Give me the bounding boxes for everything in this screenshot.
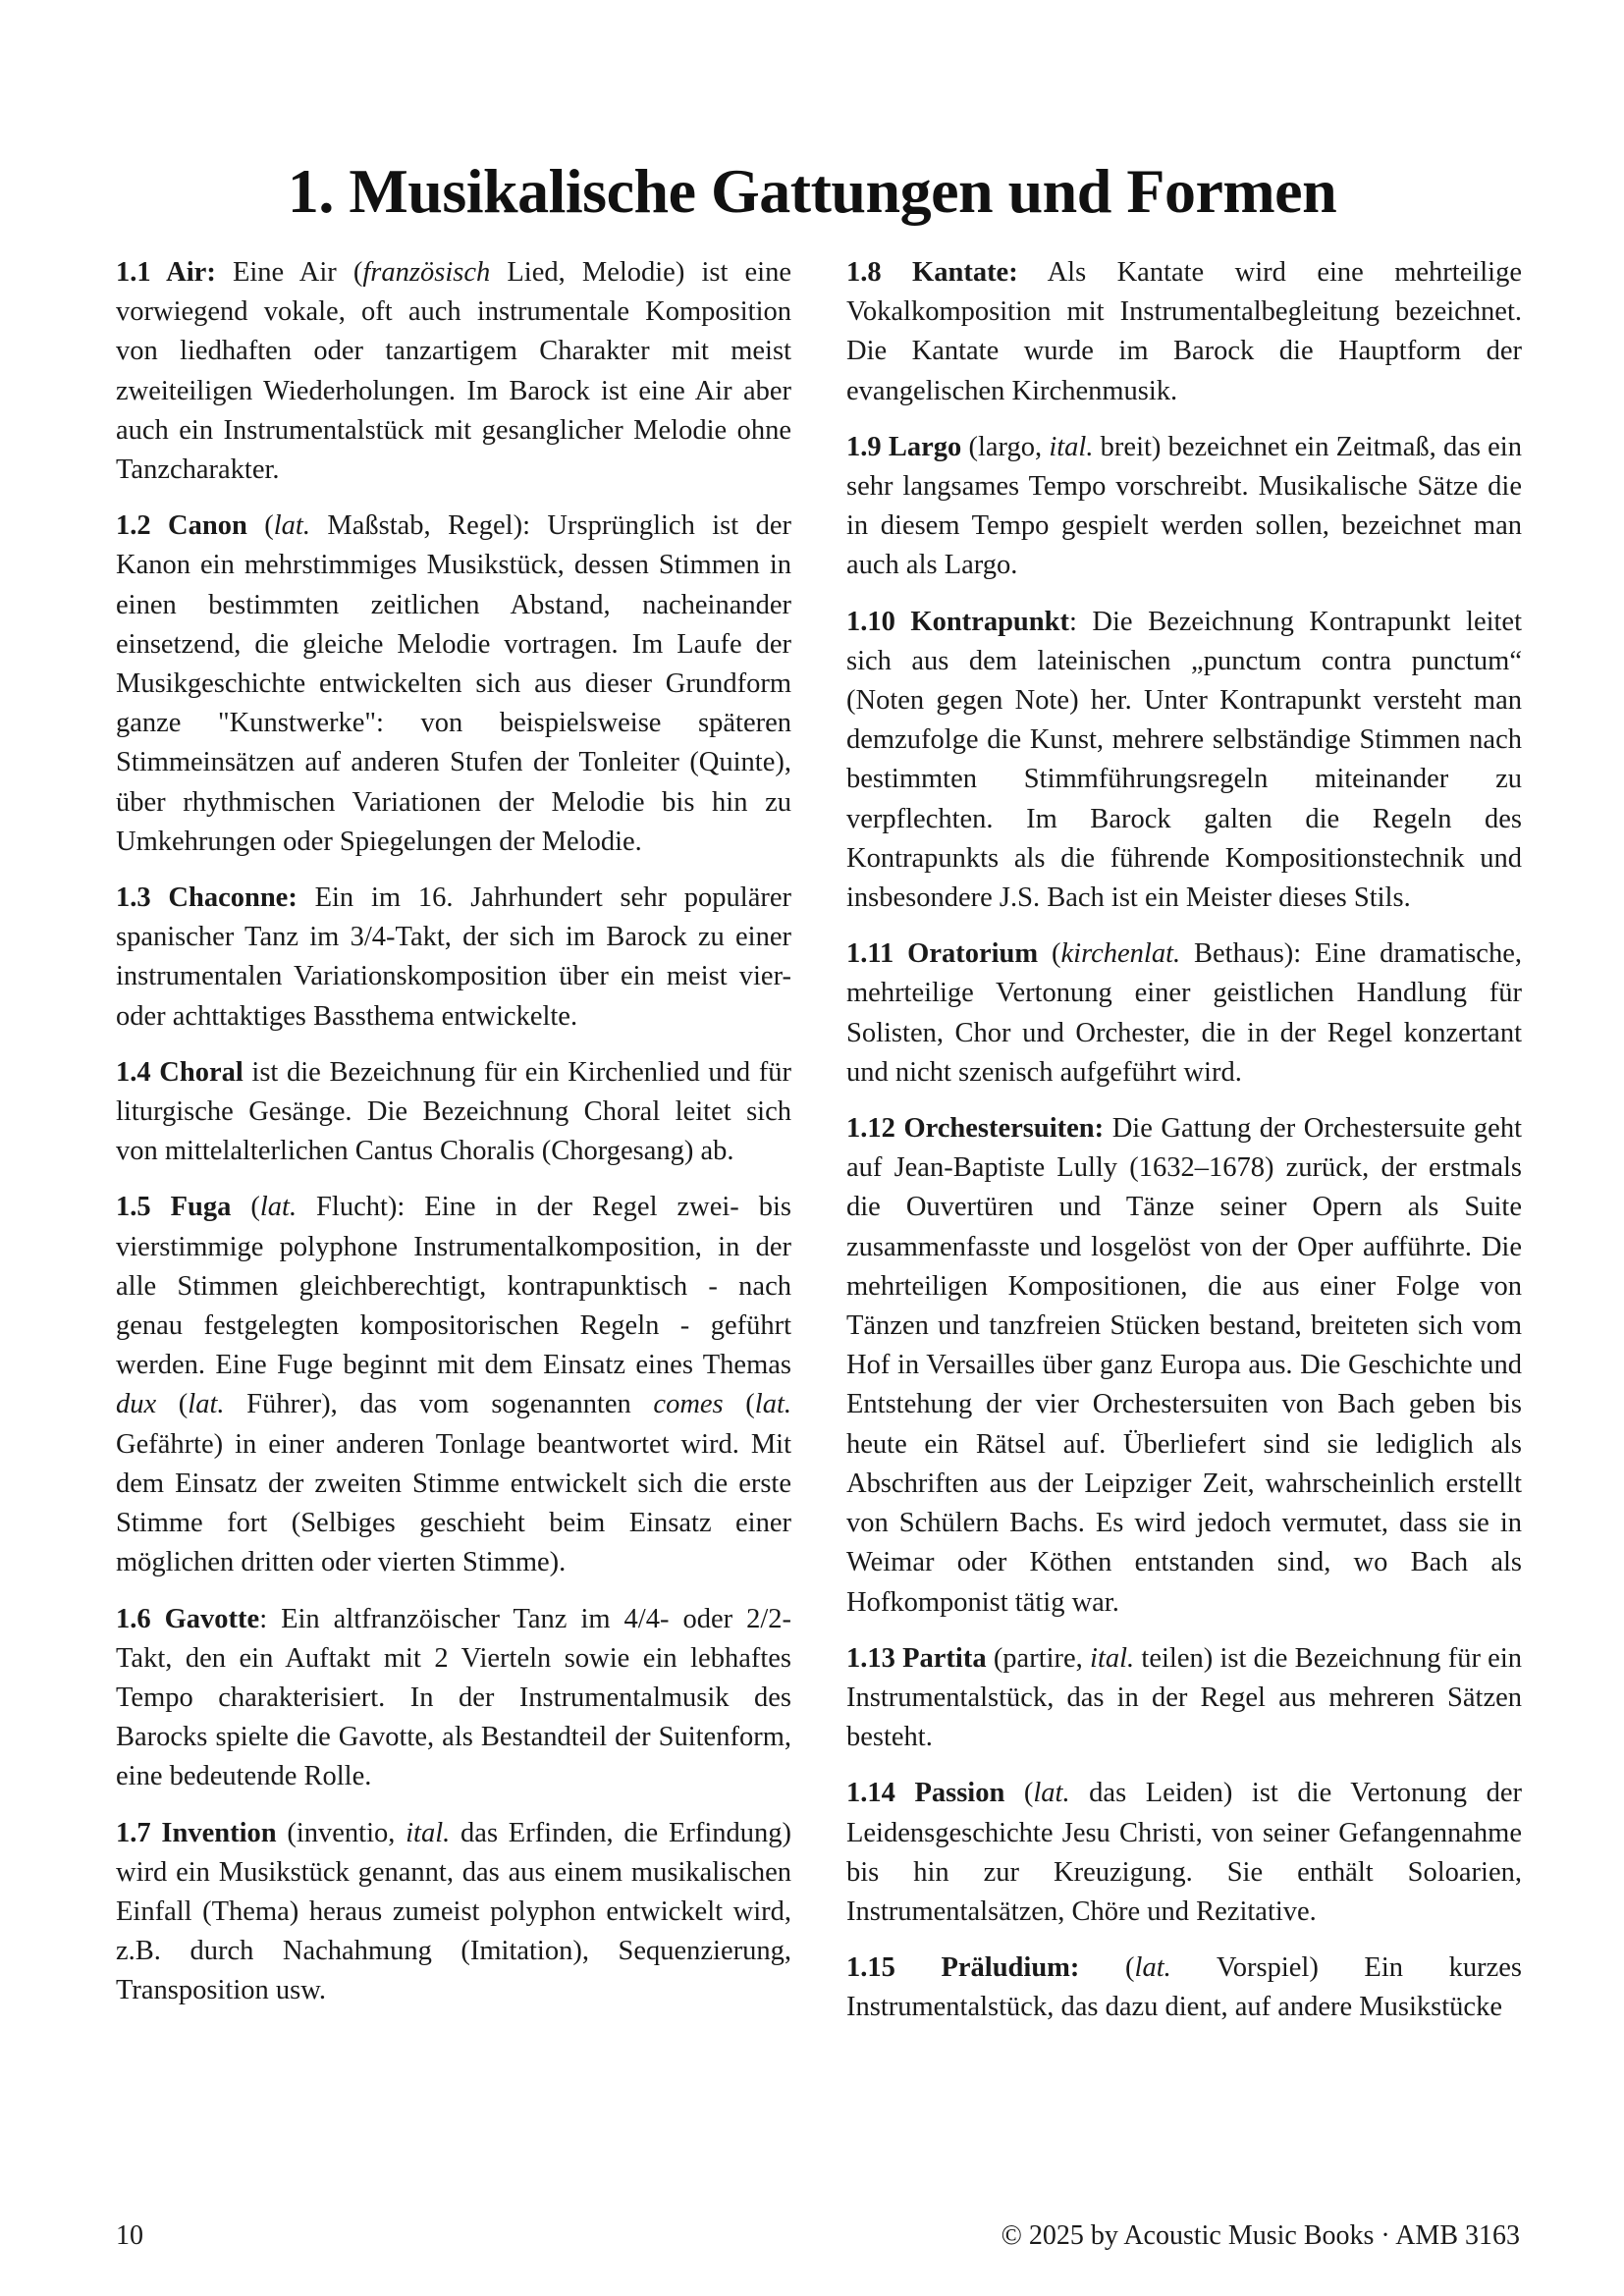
entry-gavotte: [116, 1600, 791, 1797]
entry-text: : Die Bezeichnung Kontrapunkt leitet sich aus dem lateinischen „punctum contra punctum“ (Noten gegen Note) her. Unter Kontrapunkt versteht man demzufolge die Kunst, mehrere selbständige Stimmen nach bestimmten Stimmführungsregeln miteinander zu verpflechten. Im Barock galten die Regeln des Kontrapunkts als die führende Kompositionstechnik und insbesondere J.S. Bach ist ein Meister dieses Stils.: [846, 606, 1522, 914]
italic-text: lat.: [273, 510, 310, 542]
entry-term: 1.9 Largo: [846, 431, 962, 462]
entry-kontrapunkt: [846, 603, 1522, 919]
entry-term: 1.10 Kontrapunkt: [846, 606, 1069, 637]
left-column: [116, 253, 791, 2028]
italic-text: lat.: [259, 1192, 298, 1223]
entry-term: 1.1 Air:: [116, 257, 216, 288]
italic-text: lat.: [1134, 1952, 1171, 1984]
entry-term: 1.8 Kantate:: [846, 257, 1018, 288]
entry-term: 1.15 Präludium:: [846, 1952, 1080, 1984]
italic-text: dux: [116, 1389, 157, 1420]
entry-text: Eine Air (: [215, 257, 363, 288]
entry-term: 1.14 Passion: [846, 1778, 1005, 1809]
entry-partita: [846, 1639, 1522, 1758]
italic-text: lat.: [1033, 1778, 1070, 1809]
right-column: [846, 253, 1522, 2045]
entry-praeludium: [846, 1949, 1522, 2027]
entry-term: 1.5 Fuga: [116, 1192, 232, 1223]
entry-text: (: [1038, 938, 1061, 970]
entry-text: Ein im 16. Jahrhundert sehr populärer spanischer Tanz im 3/4-Takt, der sich im Barock zu einer instrumentalen Variationskomposition über ein meist vier- oder achttaktiges Bassthema entwickelte.: [116, 882, 791, 1032]
entry-text: teilen) ist die Bezeichnung für ein Instrumentalstück, das in der Regel aus mehreren Sätzen besteht.: [846, 1642, 1522, 1753]
entry-chaconne: [116, 879, 791, 1037]
entry-text: Als Kantate wird eine mehrteilige Vokalkomposition mit Instrumentalbegleitung bezeichnet. Die Kantate wurde im Barock die Hauptform der evangelischen Kirchenmusik.: [846, 257, 1523, 406]
entry-term: 1.3 Chaconne:: [116, 882, 298, 914]
entry-oratorium: [846, 934, 1522, 1093]
entry-largo: [846, 428, 1522, 586]
entry-text: (: [246, 510, 274, 542]
italic-text: lat.: [188, 1389, 225, 1420]
italic-text: französisch: [362, 257, 491, 288]
entry-text: das Leiden) ist die Vertonung der Leidensgeschichte Jesu Christi, von seiner Gefangennahme bis hin zur Kreuzigung. Sie enthält Soloarien, Instrumentalsätzen, Chöre und Rezitative.: [846, 1778, 1522, 1927]
italic-text: ital.: [1049, 431, 1094, 462]
entry-air: [116, 253, 791, 490]
copyright-notice: © 2025 by Acoustic Music Books · AMB 3163: [1001, 2220, 1520, 2251]
entry-text: das Erfinden, die Erfindung) wird ein Musikstück genannt, das aus einem musikalischen Einfall (Thema) heraus zumeist polyphon entwickelt wird, z.B. durch Nachahmung (Imitation), Sequenzierung, Transposition usw.: [116, 1817, 791, 2006]
entry-text: Maßstab, Regel): Ursprünglich ist der Kanon ein mehrstimmiges Musikstück, dessen Stimmen in einen bestimmten zeitlichen Abstand, nacheinander einsetzend, die gleiche Melodie vortragen. Im Laufe der Musikgeschichte entwickelten sich aus dieser Grundform ganze "Kunstwerke": von beispielsweise späteren Stimmeinsätzen auf anderen Stufen der Tonleiter (Quinte), über rhythmischen Variationen der Melodie bis hin zu Umkehrungen oder Spiegelungen der Melodie.: [116, 510, 791, 857]
entry-text: Vorspiel) Ein kurzes Instrumentalstück, das dazu dient, auf andere Musikstücke: [846, 1952, 1522, 2023]
italic-text: ital.: [406, 1817, 451, 1848]
entry-term: 1.6 Gavotte: [116, 1603, 260, 1634]
page-number: 10: [116, 2220, 143, 2251]
entry-text: (: [231, 1192, 260, 1223]
entry-fuga: [116, 1188, 791, 1582]
italic-text: lat.: [754, 1389, 792, 1420]
entry-text: ist die Bezeichnung für ein Kirchenlied und für liturgische Gesänge. Die Bezeichnung Choral leitet sich von mittelalterlichen Cantus Choralis (Chorgesang) ab.: [116, 1056, 791, 1167]
entry-text: Bethaus): Eine dramatische, mehrteilige Vertonung einer geistlichen Handlung für Solisten, Chor und Orchester, die in der Regel konzertant und nicht szenisch aufgeführt wird.: [846, 938, 1522, 1088]
entry-kantate: [846, 253, 1522, 411]
entry-text: (: [1079, 1952, 1135, 1984]
page-title: 1. Musikalische Gattungen und Formen: [287, 155, 1337, 226]
entry-text: Die Gattung der Orchestersuite geht auf Jean-Baptiste Lully (1632–1678) zurück, der erstmals die Ouvertüren und Tänze seiner Opern als Suite zusammenfasste und losgelöst von der Oper aufführte. Die mehrteiligen Kompositionen, die aus einer Folge von Tänzen und tanzfreien Stücken bestand, breiteten sich vom Hof in Versailles über ganz Europa aus. Die Geschichte und Entstehung der vier Orchestersuiten von Bach geben bis heute ein Rätsel auf. Überliefert sind sie lediglich als Abschriften aus der Leipziger Zeit, wahrscheinlich erstellt von Schülern Bachs. Es wird jedoch vermutet, dass sie in Weimar oder Köthen entstanden sind, wo Bach als Hofkomponist tätig war.: [846, 1113, 1522, 1618]
entry-canon: [116, 507, 791, 862]
entry-invention: [116, 1814, 791, 2011]
entry-text: Lied, Melodie) ist eine vorwiegend vokale, oft auch instrumentale Komposition von liedhaften oder tanzartigem Charakter mit meist zweiteiligen Wiederholungen. Im Barock ist eine Air aber auch ein Instrumentalstück mit gesanglicher Melodie ohne Tanzcharakter.: [116, 257, 791, 486]
entry-term: 1.12 Orchestersuiten:: [846, 1113, 1105, 1145]
italic-text: kirchenlat.: [1060, 938, 1181, 970]
entry-term: 1.4 Choral: [116, 1056, 244, 1088]
entry-text: (: [723, 1389, 755, 1420]
entry-text: : Ein altfranzöischer Tanz im 4/4- oder 2/2- Takt, den ein Auftakt mit 2 Vierteln sowie ein lebhaftes Tempo charakterisiert. In der Instrumentalmusik des Barocks spielte die Gavotte, als Bestandteil der Suitenform, eine bedeutende Rolle.: [116, 1603, 791, 1792]
entry-text: (partire,: [986, 1642, 1091, 1674]
entry-term: 1.2 Canon: [116, 510, 247, 542]
entry-passion: [846, 1774, 1522, 1932]
entry-text: (: [156, 1389, 189, 1420]
entry-text: (: [1004, 1778, 1034, 1809]
entry-text: (inventio,: [276, 1817, 406, 1848]
entry-text: Gefährte) in einer anderen Tonlage beantwortet wird. Mit dem Einsatz der zweiten Stimme entwickelt sich die erste Stimme fort (Selbiges geschieht beim Einsatz einer möglichen dritten oder vierten Stimme).: [116, 1428, 791, 1578]
entry-term: 1.13 Partita: [846, 1642, 987, 1674]
entry-choral: [116, 1053, 791, 1172]
entry-text: breit) bezeichnet ein Zeitmaß, das ein sehr langsames Tempo vorschreibt. Musikalische Sätze die in diesem Tempo gespielt werden sollen, bezeichnet man auch als Largo.: [846, 431, 1522, 581]
italic-text: ital.: [1090, 1642, 1135, 1674]
entry-term: 1.11 Oratorium: [846, 938, 1039, 970]
entry-text: Führer), das vom sogenannten: [224, 1389, 654, 1420]
entry-text: Flucht): Eine in der Regel zwei- bis vierstimmige polyphone Instrumentalkomposition, in der alle Stimmen gleichberechtigt, kontrapunktisch - nach genau festgelegten kompositorischen Regeln - geführt werden. Eine Fuge beginnt mit dem Einsatz eines Themas: [116, 1192, 792, 1381]
italic-text: comes: [653, 1389, 724, 1420]
entry-text: (largo,: [961, 431, 1050, 462]
entry-term: 1.7 Invention: [116, 1817, 277, 1848]
entry-orchestersuiten: [846, 1109, 1522, 1623]
